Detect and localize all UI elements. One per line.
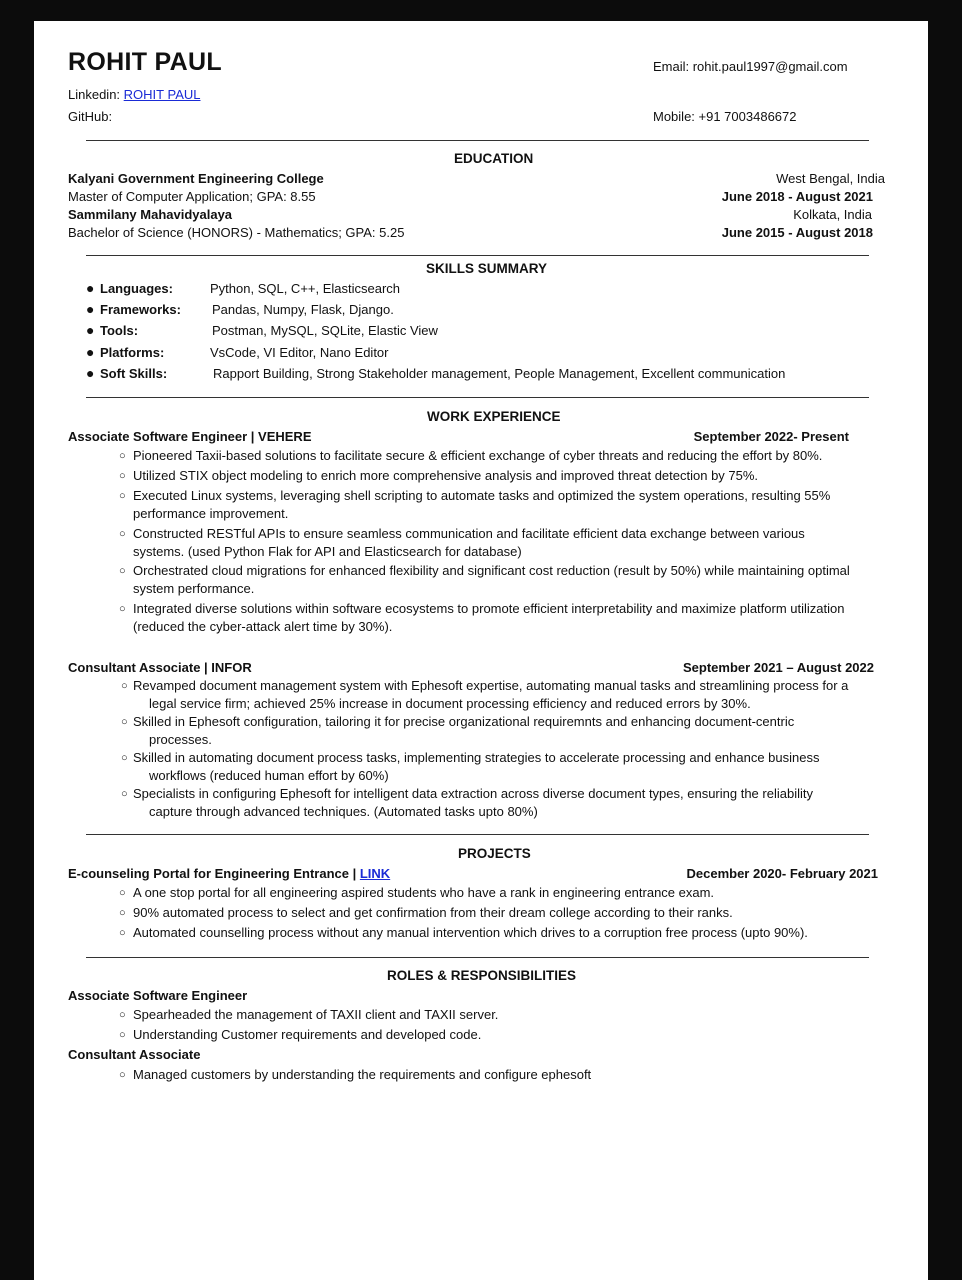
job-title: Associate Software Engineer | VEHERE (68, 429, 312, 444)
section-title-projects: PROJECTS (458, 846, 531, 861)
bullet-dot-icon: ● (86, 280, 95, 296)
mobile-text: Mobile: +91 7003486672 (653, 109, 797, 124)
bullet-dot-icon: ● (86, 344, 95, 360)
hollow-bullet-icon: ○ (121, 716, 128, 728)
section-title-skills: SKILLS SUMMARY (426, 261, 547, 276)
degree-text: Master of Computer Application; GPA: 8.55 (68, 189, 316, 204)
section-divider (86, 957, 869, 958)
education-dates: June 2015 - August 2018 (721, 225, 873, 240)
candidate-name: ROHIT PAUL (68, 48, 222, 76)
skill-value: Python, SQL, C++, Elasticsearch (210, 281, 401, 296)
school-location: West Bengal, India (776, 171, 885, 186)
github-label: GitHub: (68, 109, 113, 124)
education-dates: June 2018 - August 2021 (721, 189, 873, 204)
hollow-bullet-icon: ○ (119, 927, 126, 939)
hollow-bullet-icon: ○ (119, 1029, 126, 1041)
hollow-bullet-icon: ○ (119, 1009, 126, 1021)
section-divider (86, 834, 869, 835)
skill-label: Languages: (100, 281, 173, 296)
skill-value: VsCode, VI Editor, Nano Editor (210, 345, 389, 360)
section-divider (86, 397, 869, 398)
skill-value: Rapport Building, Strong Stakeholder management, People Management, Excellent communication (213, 366, 786, 381)
hollow-bullet-icon: ○ (119, 887, 126, 899)
role-title: Consultant Associate (68, 1047, 201, 1062)
project-name: E-counseling Portal for Engineering Entrance | (68, 866, 360, 881)
school-location: Kolkata, India (793, 207, 872, 222)
section-title-work: WORK EXPERIENCE (427, 409, 561, 424)
resume-page: ROHIT PAUL Linkedin: ROHIT PAUL GitHub: Email: rohit.paul1997@gmail.com Mobile: +91 7003486672 EDUCATION Kalyani Government Engineering College Master of Computer Application; GPA: 8.55 West Bengal, India June 2018 - August 2021 Sammilany Mahavidyalaya Bachelor of Science (HONORS) - Mathematics; GPA: 5.25 Kolkata, India June 2015 - August 2018 SKILLS SUMMARY ● Languages: Python, SQL, C++, Elasticsearch ● Frameworks: Pandas, Numpy, Flask, Django. ● Tools: Postman, MySQL, SQLite, Elastic View ● Platforms: VsCode, VI Editor, Nano Editor ● Soft Skills: Rapport Building, Strong Stakeholder management, People Management, Excellent communication WORK EXPERIENCE Associate Software Engineer | VEHERE September 2022- Present ○ Pioneered Taxii-based solutions to facilitate secure & efficient exchange of cyber threats and reducing the effort by 80%. ○ Utilized STIX object modeling to enrich more comprehensive analysis and improved threat detection by 75%. ○ Executed Linux systems, leveraging shell scripting to automate tasks and optimized the system operations, resulting 55% performance improvement. ○ Constructed RESTful APIs to ensure seamless communication and facilitate efficient data exchange between various systems. (used Python Flak for API and Elasticsearch for database) ○ Orchestrated cloud migrations for enhanced flexibility and significant cost reduction (result by 50%) while maintaining optimal system performance. ○ Integrated diverse solutions within software ecosystems to promote efficient interpretability and maximize platform utilization (reduced the cyber-attack alert time by 30%). Consultant Associate | INFOR September 2021 – August 2022 ○ Revamped document management system with Ephesoft expertise, automating manual tasks and streamlining process for a legal service firm; achieved 25% increase in document processing efficiency and reduced errors by 30%. ○ Skilled in Ephesoft configuration, tailoring it for precise organizational requiremnts and enhancing document-centric processes. ○ Skilled in automating document process tasks, implementing strategies to accelerate processing and enhance business workflows (reduced human effort by 60%) ○ Specialists in configuring Ephesoft for intelligent data extraction across diverse document types, ensuring the reliability capture through advanced techniques. (Automated tasks upto 80%) PROJECTS E-counseling Portal for Engineering Entrance | LINK December 2020- February 2021 ○ A one stop portal for all engineering aspired students who have a rank in engineering entrance exam. ○ 90% automated process to select and get confirmation from their dream college according to their ranks. ○ Automated counselling process without any manual intervention which drives to a corruption free process (upto 90%). ROLES & RESPONSIBILITIES Associate Software Engineer ○ Spearheaded the management of TAXII client and TAXII server. ○ Understanding Customer requirements and developed code. Consultant Associate ○ Managed customers by understanding the requirements and configure ephesoft (34, 21, 928, 1280)
hollow-bullet-icon: ○ (119, 528, 126, 540)
bullet-dot-icon: ● (86, 322, 95, 338)
section-title-roles: ROLES & RESPONSIBILITIES (387, 968, 577, 983)
hollow-bullet-icon: ○ (119, 450, 126, 462)
section-title-education: EDUCATION (454, 151, 534, 166)
job-title: Consultant Associate | INFOR (68, 660, 252, 675)
section-divider (86, 255, 869, 256)
skill-label: Platforms: (100, 345, 165, 360)
hollow-bullet-icon: ○ (119, 565, 126, 577)
bullet-dot-icon: ● (86, 301, 95, 317)
hollow-bullet-icon: ○ (119, 907, 126, 919)
project-title (68, 866, 390, 881)
hollow-bullet-icon: ○ (121, 680, 128, 692)
degree-text: Bachelor of Science (HONORS) - Mathematics; GPA: 5.25 (68, 225, 405, 240)
hollow-bullet-icon: ○ (121, 752, 128, 764)
linkedin-row (68, 87, 201, 102)
email-text: Email: rohit.paul1997@gmail.com (653, 59, 848, 74)
hollow-bullet-icon: ○ (119, 490, 126, 502)
linkedin-link[interactable]: ROHIT PAUL (123, 87, 201, 102)
linkedin-label: Linkedin: (68, 87, 121, 102)
hollow-bullet-icon: ○ (119, 1069, 126, 1081)
role-title: Associate Software Engineer (68, 988, 248, 1003)
school-name: Sammilany Mahavidyalaya (68, 207, 233, 222)
skill-value: Pandas, Numpy, Flask, Django. (212, 302, 394, 317)
project-dates: December 2020- February 2021 (686, 866, 878, 881)
hollow-bullet-icon: ○ (119, 603, 126, 615)
job-dates: September 2022- Present (693, 429, 849, 444)
hollow-bullet-icon: ○ (119, 470, 126, 482)
job-dates: September 2021 – August 2022 (683, 660, 874, 675)
skill-label: Frameworks: (100, 302, 181, 317)
school-name: Kalyani Government Engineering College (68, 171, 324, 186)
bullet-dot-icon: ● (86, 365, 95, 381)
skill-label: Soft Skills: (100, 366, 168, 381)
project-link[interactable]: LINK (359, 866, 391, 881)
skill-label: Tools: (100, 323, 139, 338)
hollow-bullet-icon: ○ (121, 788, 128, 800)
skill-value: Postman, MySQL, SQLite, Elastic View (212, 323, 438, 338)
section-divider (86, 140, 869, 141)
